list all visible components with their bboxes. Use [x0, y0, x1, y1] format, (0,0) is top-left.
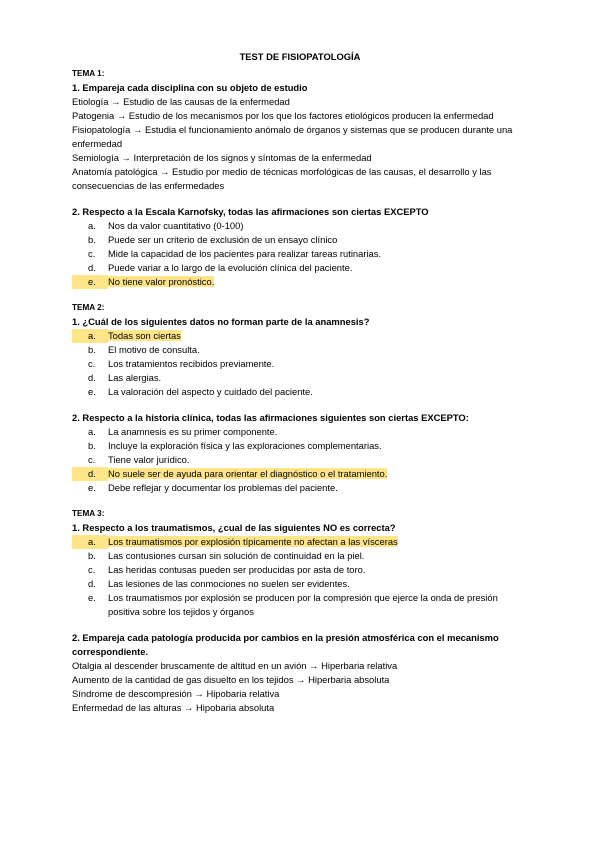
option-text: positiva sobre los tejidos y órganos [108, 606, 254, 617]
option-letter: e. [88, 592, 96, 603]
option-item [72, 591, 528, 605]
tema3-q2-question: 2. Empareja cada patología producida por cambios en la presión atmosférica con el mecanismo [72, 632, 499, 643]
option-letter: c. [88, 564, 96, 575]
document-title: TEST DE FISIOPATOLOGÍA [239, 51, 361, 62]
option-text: Mide la capacidad de los pacientes para realizar tareas rutinarias. [108, 248, 382, 259]
option-text: La anamnesis es su primer componente. [108, 426, 278, 437]
option-text: Las contusiones cursan sin solución de continuidad en la piel. [108, 550, 365, 561]
option-text: Incluye la exploración física y las exploraciones complementarias. [108, 440, 382, 451]
tema3-q2-line: Síndrome de descompresión → Hipobaria relativa [72, 688, 280, 699]
option-text: Puede ser un criterio de exclusión de un ensayo clínico [108, 234, 338, 245]
option-letter: c. [88, 248, 96, 259]
option-text-highlighted: Los traumatismos por explosión típicamente no afectan a las vísceras [108, 536, 398, 547]
tema1-q1-line: Semiología → Interpretación de los signos y síntomas de la enfermedad [72, 152, 372, 163]
tema1-q2-options [72, 219, 528, 289]
option-letter: d. [72, 467, 108, 481]
option-item [72, 357, 528, 371]
option-item-correct [72, 467, 528, 481]
option-letter: d. [88, 262, 96, 273]
option-text: Tiene valor jurídico. [108, 454, 190, 465]
option-text: Nos da valor cuantitativo (0-100) [108, 220, 244, 231]
tema3-q2-question-cont: correspondiente. [72, 646, 149, 657]
option-text: La valoración del aspecto y cuidado del paciente. [108, 386, 313, 397]
option-letter: b. [88, 550, 96, 561]
option-text: El motivo de consulta. [108, 344, 200, 355]
option-item [72, 371, 528, 385]
option-item [72, 219, 528, 233]
option-letter: b. [88, 234, 96, 245]
option-text: Las heridas contusas pueden ser producidas por asta de toro. [108, 564, 366, 575]
option-text: Los tratamientos recibidos previamente. [108, 358, 275, 369]
option-item [72, 385, 528, 399]
option-text-highlighted: No tiene valor pronóstico. [108, 276, 215, 287]
option-letter: c. [88, 454, 96, 465]
tema1-q1-line: Fisiopatología → Estudia el funcionamiento anómalo de órganos y sistemas que se producen durante una [72, 124, 513, 135]
option-item [72, 439, 528, 453]
option-item [72, 247, 528, 261]
tema1-q1-line: consecuencias de las enfermedades [72, 180, 225, 191]
option-letter: b. [88, 440, 96, 451]
tema2-heading: TEMA 2: [72, 303, 105, 312]
tema3-q1-options [72, 535, 528, 619]
option-item [72, 481, 528, 495]
tema2-q1-question: 1. ¿Cuál de los siguientes datos no forman parte de la anamnesis? [72, 316, 370, 327]
option-letter: a. [88, 220, 96, 231]
option-text: Debe reflejar y documentar los problemas del paciente. [108, 482, 338, 493]
option-letter: b. [88, 344, 96, 355]
tema3-q2-line: Aumento de la cantidad de gas disuelto en los tejidos → Hiperbaria absoluta [72, 674, 390, 685]
option-item [72, 453, 528, 467]
tema3-q2-line: Otalgia al descender bruscamente de altitud en un avión → Hiperbaria relativa [72, 660, 398, 671]
option-letter: c. [88, 358, 96, 369]
option-letter: d. [88, 372, 96, 383]
option-item [72, 343, 528, 357]
tema2-q2-options [72, 425, 528, 495]
tema3-q2-line: Enfermedad de las alturas → Hipobaria absoluta [72, 702, 275, 713]
tema1-q2-question: 2. Respecto a la Escala Karnofsky, todas las afirmaciones son ciertas EXCEPTO [72, 206, 429, 217]
option-letter: a. [72, 329, 108, 343]
tema1-q1-line: enfermedad [72, 138, 123, 149]
option-letter: e. [88, 386, 96, 397]
option-text: Las lesiones de las conmociones no suelen ser evidentes. [108, 578, 350, 589]
option-item-continuation [72, 605, 528, 619]
tema2-q2-question: 2. Respecto a la historia clínica, todas las afirmaciones siguientes son ciertas EXCEPTO: [72, 412, 469, 423]
tema3-heading: TEMA 3: [72, 509, 105, 518]
option-item-correct [72, 329, 528, 343]
option-letter: a. [72, 535, 108, 549]
option-item-correct [72, 275, 528, 289]
option-letter: e. [88, 482, 96, 493]
tema1-q1-line: Etiología → Estudio de las causas de la enfermedad [72, 96, 290, 107]
option-item [72, 261, 528, 275]
option-item [72, 549, 528, 563]
option-letter: a. [88, 426, 96, 437]
tema3-q1-question: 1. Respecto a los traumatismos, ¿cual de las siguientes NO es correcta? [72, 522, 396, 533]
document-page [72, 50, 528, 715]
tema1-heading: TEMA 1: [72, 69, 105, 78]
option-text: Las alergias. [108, 372, 162, 383]
option-text-highlighted: Todas son ciertas [108, 330, 181, 341]
tema1-q1-line: Anatomía patológica → Estudio por medio de técnicas morfológicas de las causas, el desarrollo y las [72, 166, 492, 177]
option-text: Puede variar a lo largo de la evolución clínica del paciente. [108, 262, 353, 273]
option-letter: d. [88, 578, 96, 589]
option-item [72, 425, 528, 439]
option-item [72, 577, 528, 591]
tema2-q1-options [72, 329, 528, 399]
tema1-q1-question: 1. Empareja cada disciplina con su objeto de estudio [72, 82, 308, 93]
option-text: Los traumatismos por explosión se producen por la compresión que ejerce la onda de presión [108, 592, 498, 603]
option-item-correct [72, 535, 528, 549]
option-item [72, 563, 528, 577]
option-item [72, 233, 528, 247]
option-text-highlighted: No suele ser de ayuda para orientar el diagnóstico o el tratamiento. [108, 468, 388, 479]
option-letter: e. [72, 275, 108, 289]
tema1-q1-line: Patogenia → Estudio de los mecanismos por los que los factores etiológicos producen la enfermedad [72, 110, 494, 121]
